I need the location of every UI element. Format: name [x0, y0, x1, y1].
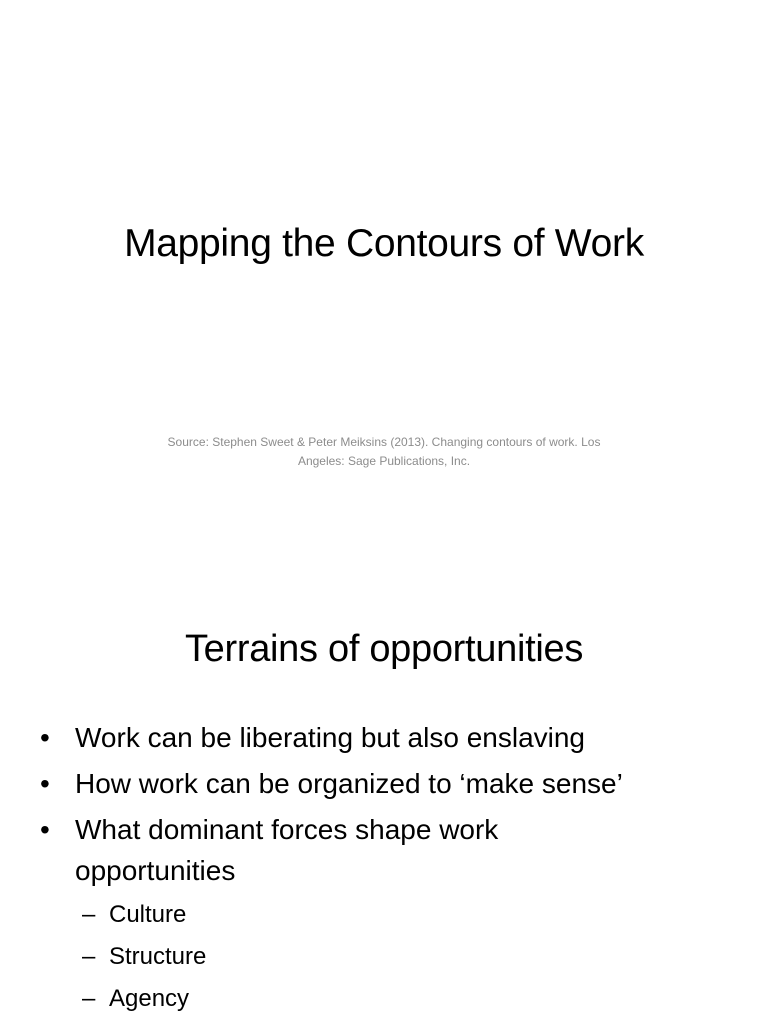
bullet-item: [38, 809, 585, 891]
bullet-text: How work can be organized to ‘make sense’: [75, 768, 623, 799]
bullet-dot-icon: •: [40, 814, 50, 845]
sub-bullet-item: [82, 940, 206, 974]
bullet-dot-icon: •: [40, 768, 50, 799]
sub-bullet-text: Culture: [109, 901, 187, 928]
bullet-text: Work can be liberating but also enslaving: [75, 722, 586, 753]
slide-title-heading: Mapping the Contours of Work: [124, 222, 644, 265]
bullet-text: What dominant forces shape work opportunities: [75, 814, 499, 886]
dash-icon: –: [82, 985, 96, 1012]
bullet-dot-icon: •: [40, 722, 50, 753]
dash-icon: –: [82, 943, 96, 970]
source-citation-line-1: Source: Stephen Sweet & Peter Meiksins (2013). Changing contours of work. Los: [167, 435, 601, 449]
source-citation-line-2: Angeles: Sage Publications, Inc.: [297, 454, 471, 468]
sub-bullet-item: [82, 898, 206, 932]
dash-icon: –: [82, 901, 96, 928]
sub-bullet-item: [82, 982, 206, 1016]
source-citation: [120, 433, 648, 471]
bullet-item: [38, 763, 738, 804]
sub-bullet-list: [82, 898, 206, 1024]
slide-terrains: [0, 576, 768, 1024]
slide-heading: Terrains of opportunities: [184, 628, 584, 670]
bullet-item: [38, 717, 738, 758]
sub-bullet-text: Agency: [109, 985, 190, 1012]
bullet-list: [38, 717, 738, 896]
sub-bullet-text: Structure: [109, 943, 207, 970]
